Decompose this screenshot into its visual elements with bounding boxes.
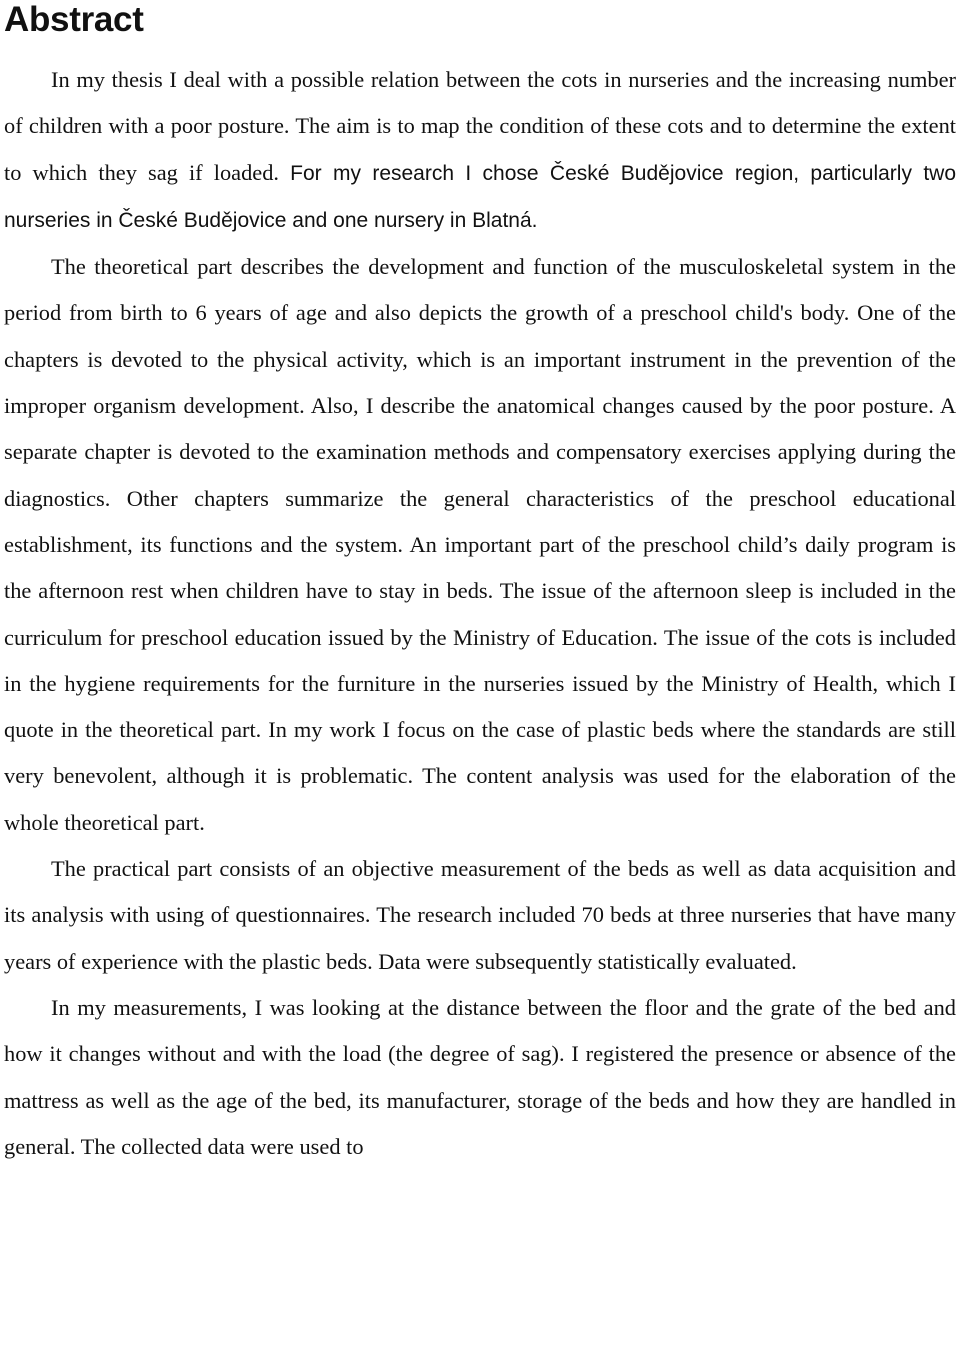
paragraph-measurements: In my measurements, I was looking at the distance between the floor and the grate of the bed and how it changes without and with the load (the degree of sag). I registered the presence or absence of the mattress as well as the age of the bed, its manufacturer, storage of the beds and how they are handled in general. The collected data were used to xyxy=(4,994,956,1159)
document-page xyxy=(4,0,956,1170)
paragraph-theoretical-part: The theoretical part describes the development and function of the musculoskeletal system in the period from birth to 6 years of age and also depicts the growth of a preschool child's body. One of the chapters is devoted to the physical activity, which is an important instrument in the prevention of the improper organism development. Also, I describe the anatomical changes caused by the poor posture. A separate chapter is devoted to the examination methods and compensatory exercises applying during the diagnostics. Other chapters summarize the general characteristics of the preschool educational establishment, its functions and the system. An important part of the preschool child’s daily program is the afternoon rest when children have to stay in beds. The issue of the afternoon sleep is included in the curriculum for preschool education issued by the Ministry of Education. The issue of the cots is included in the hygiene requirements for the furniture in the nurseries issued by the Ministry of Health, which I quote in the theoretical part. In my work I focus on the case of plastic beds where the standards are still very benevolent, although it is problematic. The content analysis was used for the elaboration of the whole theoretical part. xyxy=(4,254,956,835)
paragraph-practical-part: The practical part consists of an objective measurement of the beds as well as data acquisition and its analysis with using of questionnaires. The research included 70 beds at three nurseries that have many years of experience with the plastic beds. Data were subsequently statistically evaluated. xyxy=(4,856,956,974)
intro-serif-text: In my thesis I deal with a possible relation between the cots in nurseries and the increasing number of children with a poor posture. The aim is to map the condition of these cots and to determine the extent to which they sag if loaded. xyxy=(4,67,956,185)
intro-research-region-text: For my research I chose České Budějovice region, particularly two nurseries in České Budějovice and one nursery in Blatná xyxy=(4,161,956,232)
paragraph-intro xyxy=(4,57,956,244)
intro-tail-text: . xyxy=(531,208,538,232)
abstract-heading: Abstract xyxy=(4,0,144,39)
